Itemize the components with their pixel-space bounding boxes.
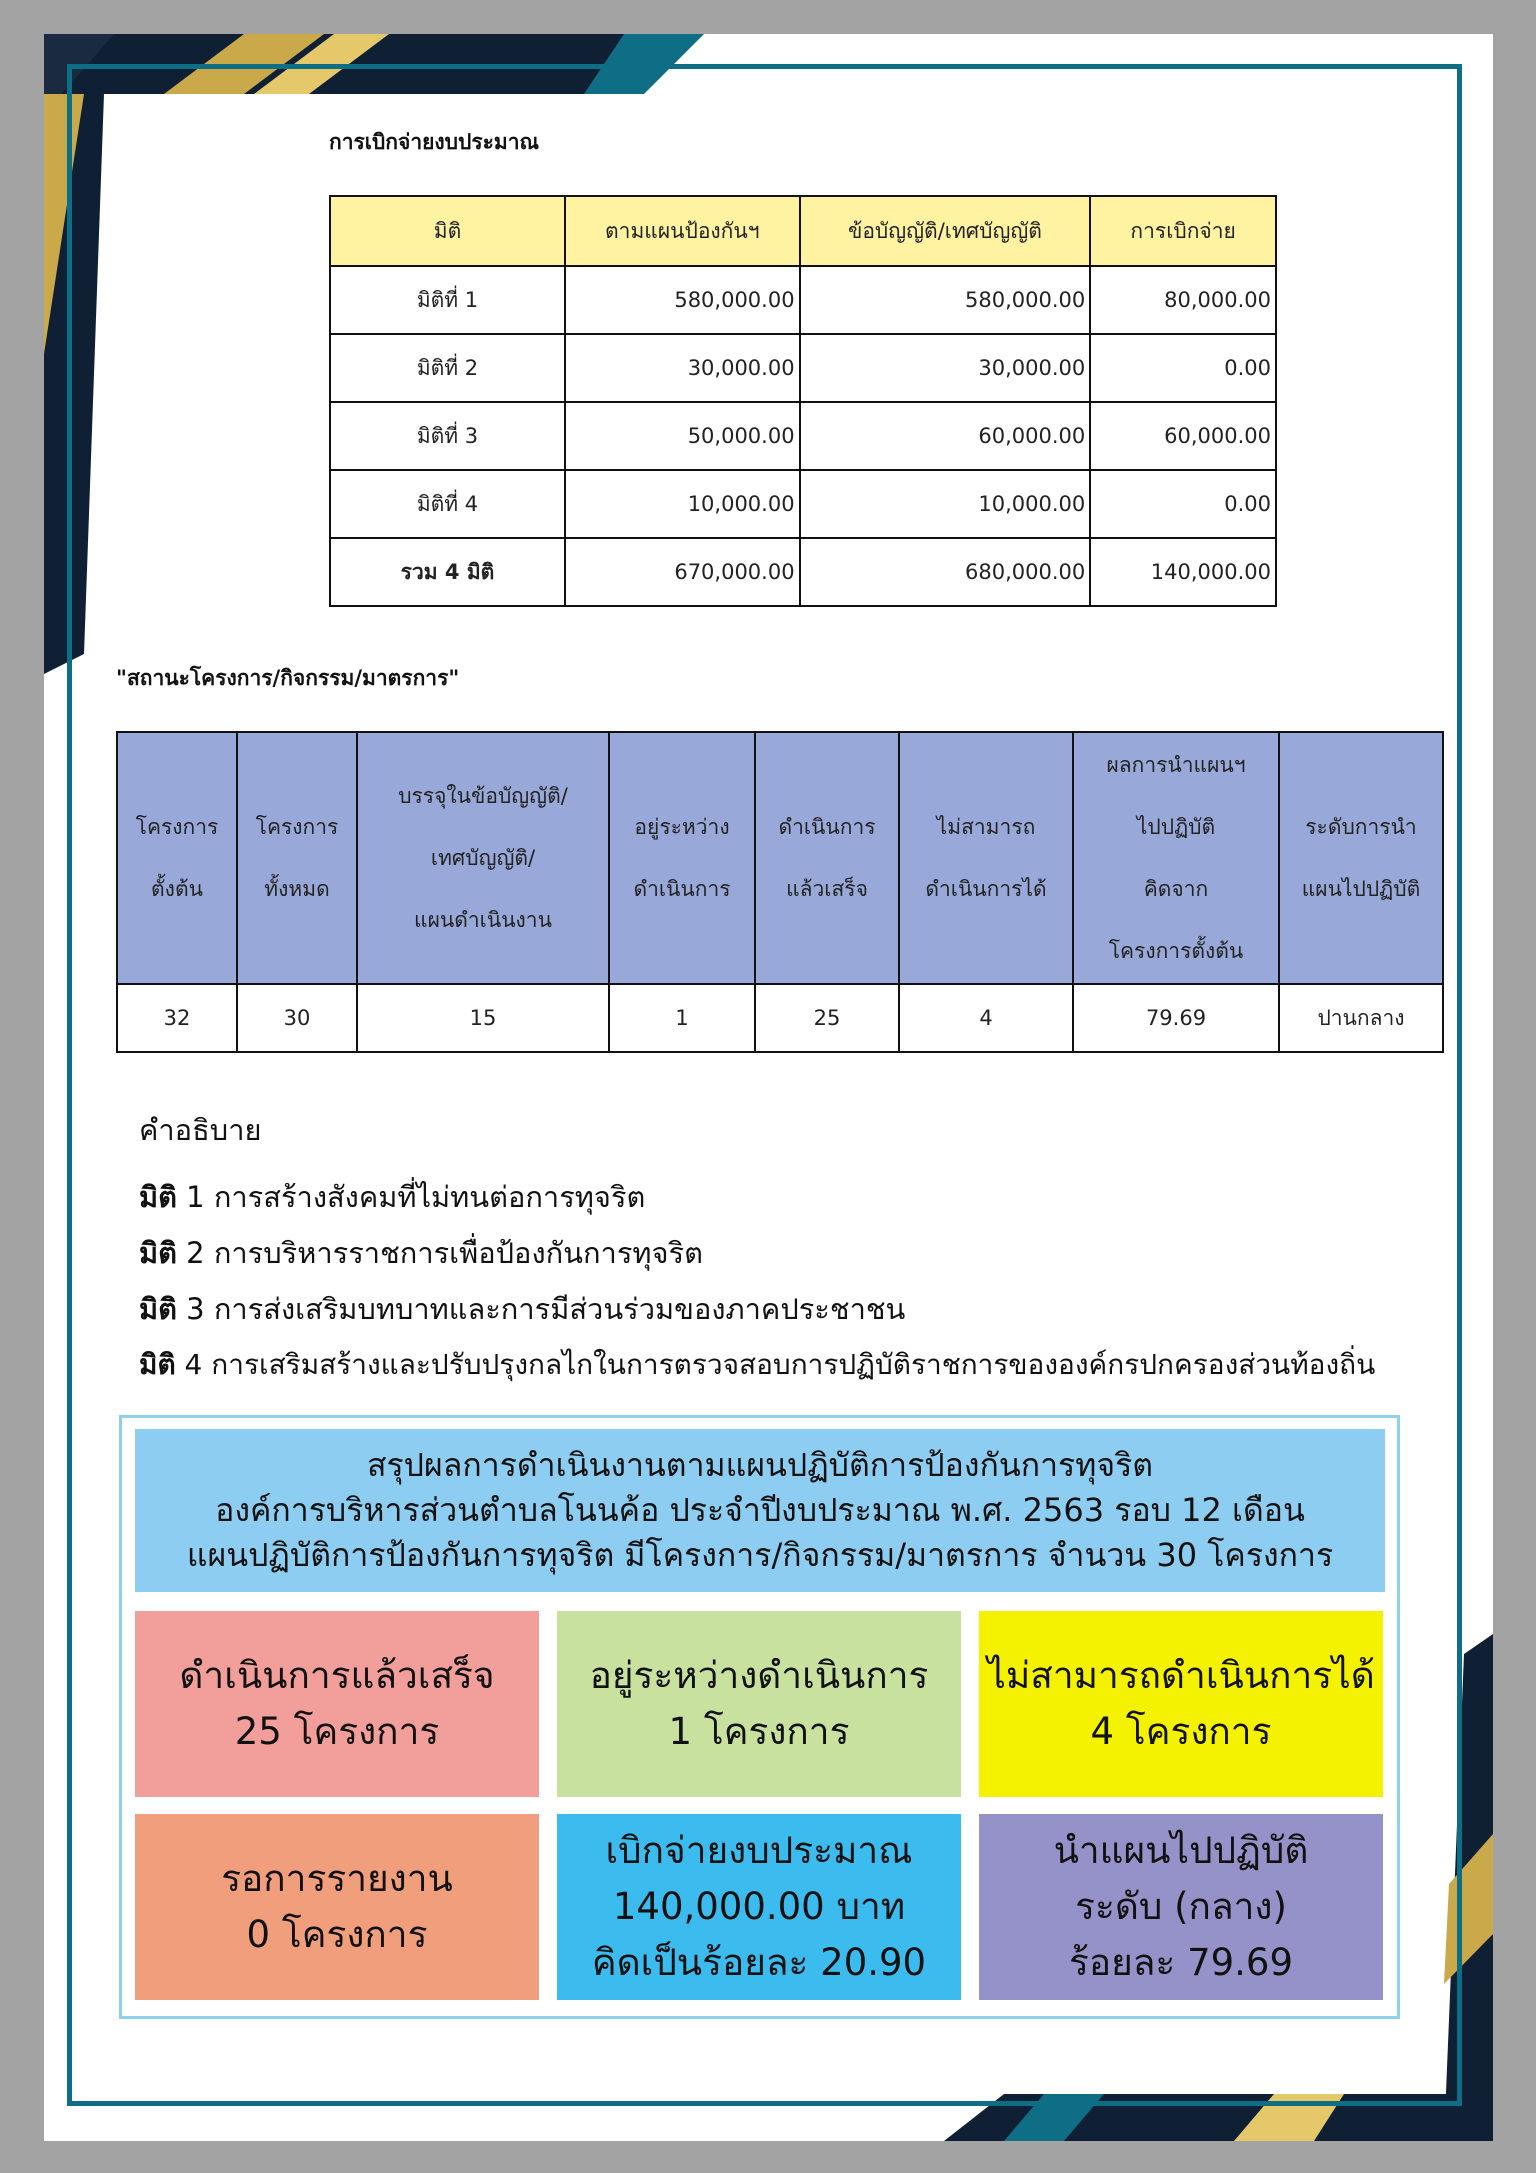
header-total-projects: โครงการ ทั้งหมด — [237, 732, 357, 984]
header-level: ระดับการนำ แผนไปปฏิบัติ — [1279, 732, 1443, 984]
cell-plan: 10,000.00 — [565, 470, 800, 538]
cell-regulation: 680,000.00 — [800, 538, 1091, 606]
table-row — [330, 334, 1276, 402]
summary-box-completed: ดำเนินการแล้วเสร็จ 25 โครงการ — [135, 1611, 539, 1797]
table-row — [330, 470, 1276, 538]
table-header-row — [117, 732, 1443, 984]
explanation-item: มิติ 2 การบริหารราชการเพื่อป้องกันการทุจริต — [139, 1236, 703, 1270]
explanation-item: มิติ 4 การเสริมสร้างและปรับปรุงกลไกในการตรวจสอบการปฏิบัติราชการขององค์กรปกครองส่วนท้องถิ่น — [139, 1348, 1376, 1381]
cell-initial-projects: 32 — [117, 984, 237, 1052]
cell-not-possible: 4 — [899, 984, 1073, 1052]
explanation-item: มิติ 3 การส่งเสริมบทบาทและการมีส่วนร่วมของภาคประชาชน — [139, 1292, 906, 1326]
status-heading: "สถานะโครงการ/กิจกรรม/มาตรการ" — [116, 666, 460, 690]
cell-regulation: 10,000.00 — [800, 470, 1091, 538]
cell-plan: 30,000.00 — [565, 334, 800, 402]
summary-box-in-progress: อยู่ระหว่างดำเนินการ 1 โครงการ — [557, 1611, 961, 1797]
cell-regulation: 580,000.00 — [800, 266, 1091, 334]
cell-completed: 25 — [755, 984, 899, 1052]
summary-line: องค์การบริหารส่วนตำบลโนนค้อ ประจำปีงบประมาณ พ.ศ. 2563 รอบ 12 เดือน — [215, 1491, 1305, 1529]
summary-box-implementation: นำแผนไปปฏิบัติ ระดับ (กลาง) ร้อยละ 79.69 — [979, 1814, 1383, 2000]
cell-result: 79.69 — [1073, 984, 1279, 1052]
cell-regulation: 60,000.00 — [800, 402, 1091, 470]
summary-line: แผนปฏิบัติการป้องกันการทุจริต มีโครงการ/กิจกรรม/มาตรการ จำนวน 30 โครงการ — [186, 1536, 1334, 1574]
cell-in-regulation: 15 — [357, 984, 609, 1052]
header-in-progress: อยู่ระหว่าง ดำเนินการ — [609, 732, 755, 984]
cell-regulation: 30,000.00 — [800, 334, 1091, 402]
explanation-section — [139, 1107, 1375, 1393]
summary-header — [135, 1429, 1385, 1592]
cell-disbursement: 0.00 — [1090, 470, 1276, 538]
cell-plan: 50,000.00 — [565, 402, 800, 470]
budget-heading: การเบิกจ่ายงบประมาณ — [329, 130, 539, 154]
header-not-possible: ไม่สามารถ ดำเนินการได้ — [899, 732, 1073, 984]
cell-in-progress: 1 — [609, 984, 755, 1052]
cell-plan: 670,000.00 — [565, 538, 800, 606]
cell-dimension: มิติที่ 2 — [330, 334, 565, 402]
cell-dimension: มิติที่ 3 — [330, 402, 565, 470]
table-header-row — [330, 196, 1276, 266]
cell-plan: 580,000.00 — [565, 266, 800, 334]
cell-disbursement: 60,000.00 — [1090, 402, 1276, 470]
table-row — [330, 402, 1276, 470]
cell-level: ปานกลาง — [1279, 984, 1443, 1052]
header-initial-projects: โครงการ ตั้งต้น — [117, 732, 237, 984]
summary-line: สรุปผลการดำเนินงานตามแผนปฏิบัติการป้องกันการทุจริต — [366, 1446, 1154, 1484]
header-disbursement: การเบิกจ่าย — [1090, 196, 1276, 266]
cell-disbursement: 0.00 — [1090, 334, 1276, 402]
header-dimension: มิติ — [330, 196, 565, 266]
summary-box-not-possible: ไม่สามารถดำเนินการได้ 4 โครงการ — [979, 1611, 1383, 1797]
header-in-regulation: บรรจุในข้อบัญญัติ/ เทศบัญญัติ/ แผนดำเนินงาน — [357, 732, 609, 984]
table-row — [117, 984, 1443, 1052]
header-plan: ตามแผนป้องกันฯ — [565, 196, 800, 266]
table-total-row — [330, 538, 1276, 606]
header-result: ผลการนำแผนฯ ไปปฏิบัติ คิดจาก โครงการตั้งต้น — [1073, 732, 1279, 984]
header-regulation: ข้อบัญญัติ/เทศบัญญัติ — [800, 196, 1091, 266]
summary-box-pending: รอการรายงาน 0 โครงการ — [135, 1814, 539, 2000]
document-page — [44, 34, 1493, 2141]
cell-disbursement: 140,000.00 — [1090, 538, 1276, 606]
cell-dimension: รวม 4 มิติ — [330, 538, 565, 606]
cell-dimension: มิติที่ 1 — [330, 266, 565, 334]
status-table — [116, 731, 1444, 1053]
header-completed: ดำเนินการ แล้วเสร็จ — [755, 732, 899, 984]
cell-disbursement: 80,000.00 — [1090, 266, 1276, 334]
table-row — [330, 266, 1276, 334]
summary-panel — [119, 1415, 1400, 2019]
cell-dimension: มิติที่ 4 — [330, 470, 565, 538]
explanation-item: มิติ 1 การสร้างสังคมที่ไม่ทนต่อการทุจริต — [139, 1180, 646, 1214]
cell-total-projects: 30 — [237, 984, 357, 1052]
summary-box-budget: เบิกจ่ายงบประมาณ 140,000.00 บาท คิดเป็นร้อยละ 20.90 — [557, 1814, 961, 2000]
budget-table — [329, 195, 1277, 607]
explanation-title: คำอธิบาย — [139, 1113, 262, 1147]
